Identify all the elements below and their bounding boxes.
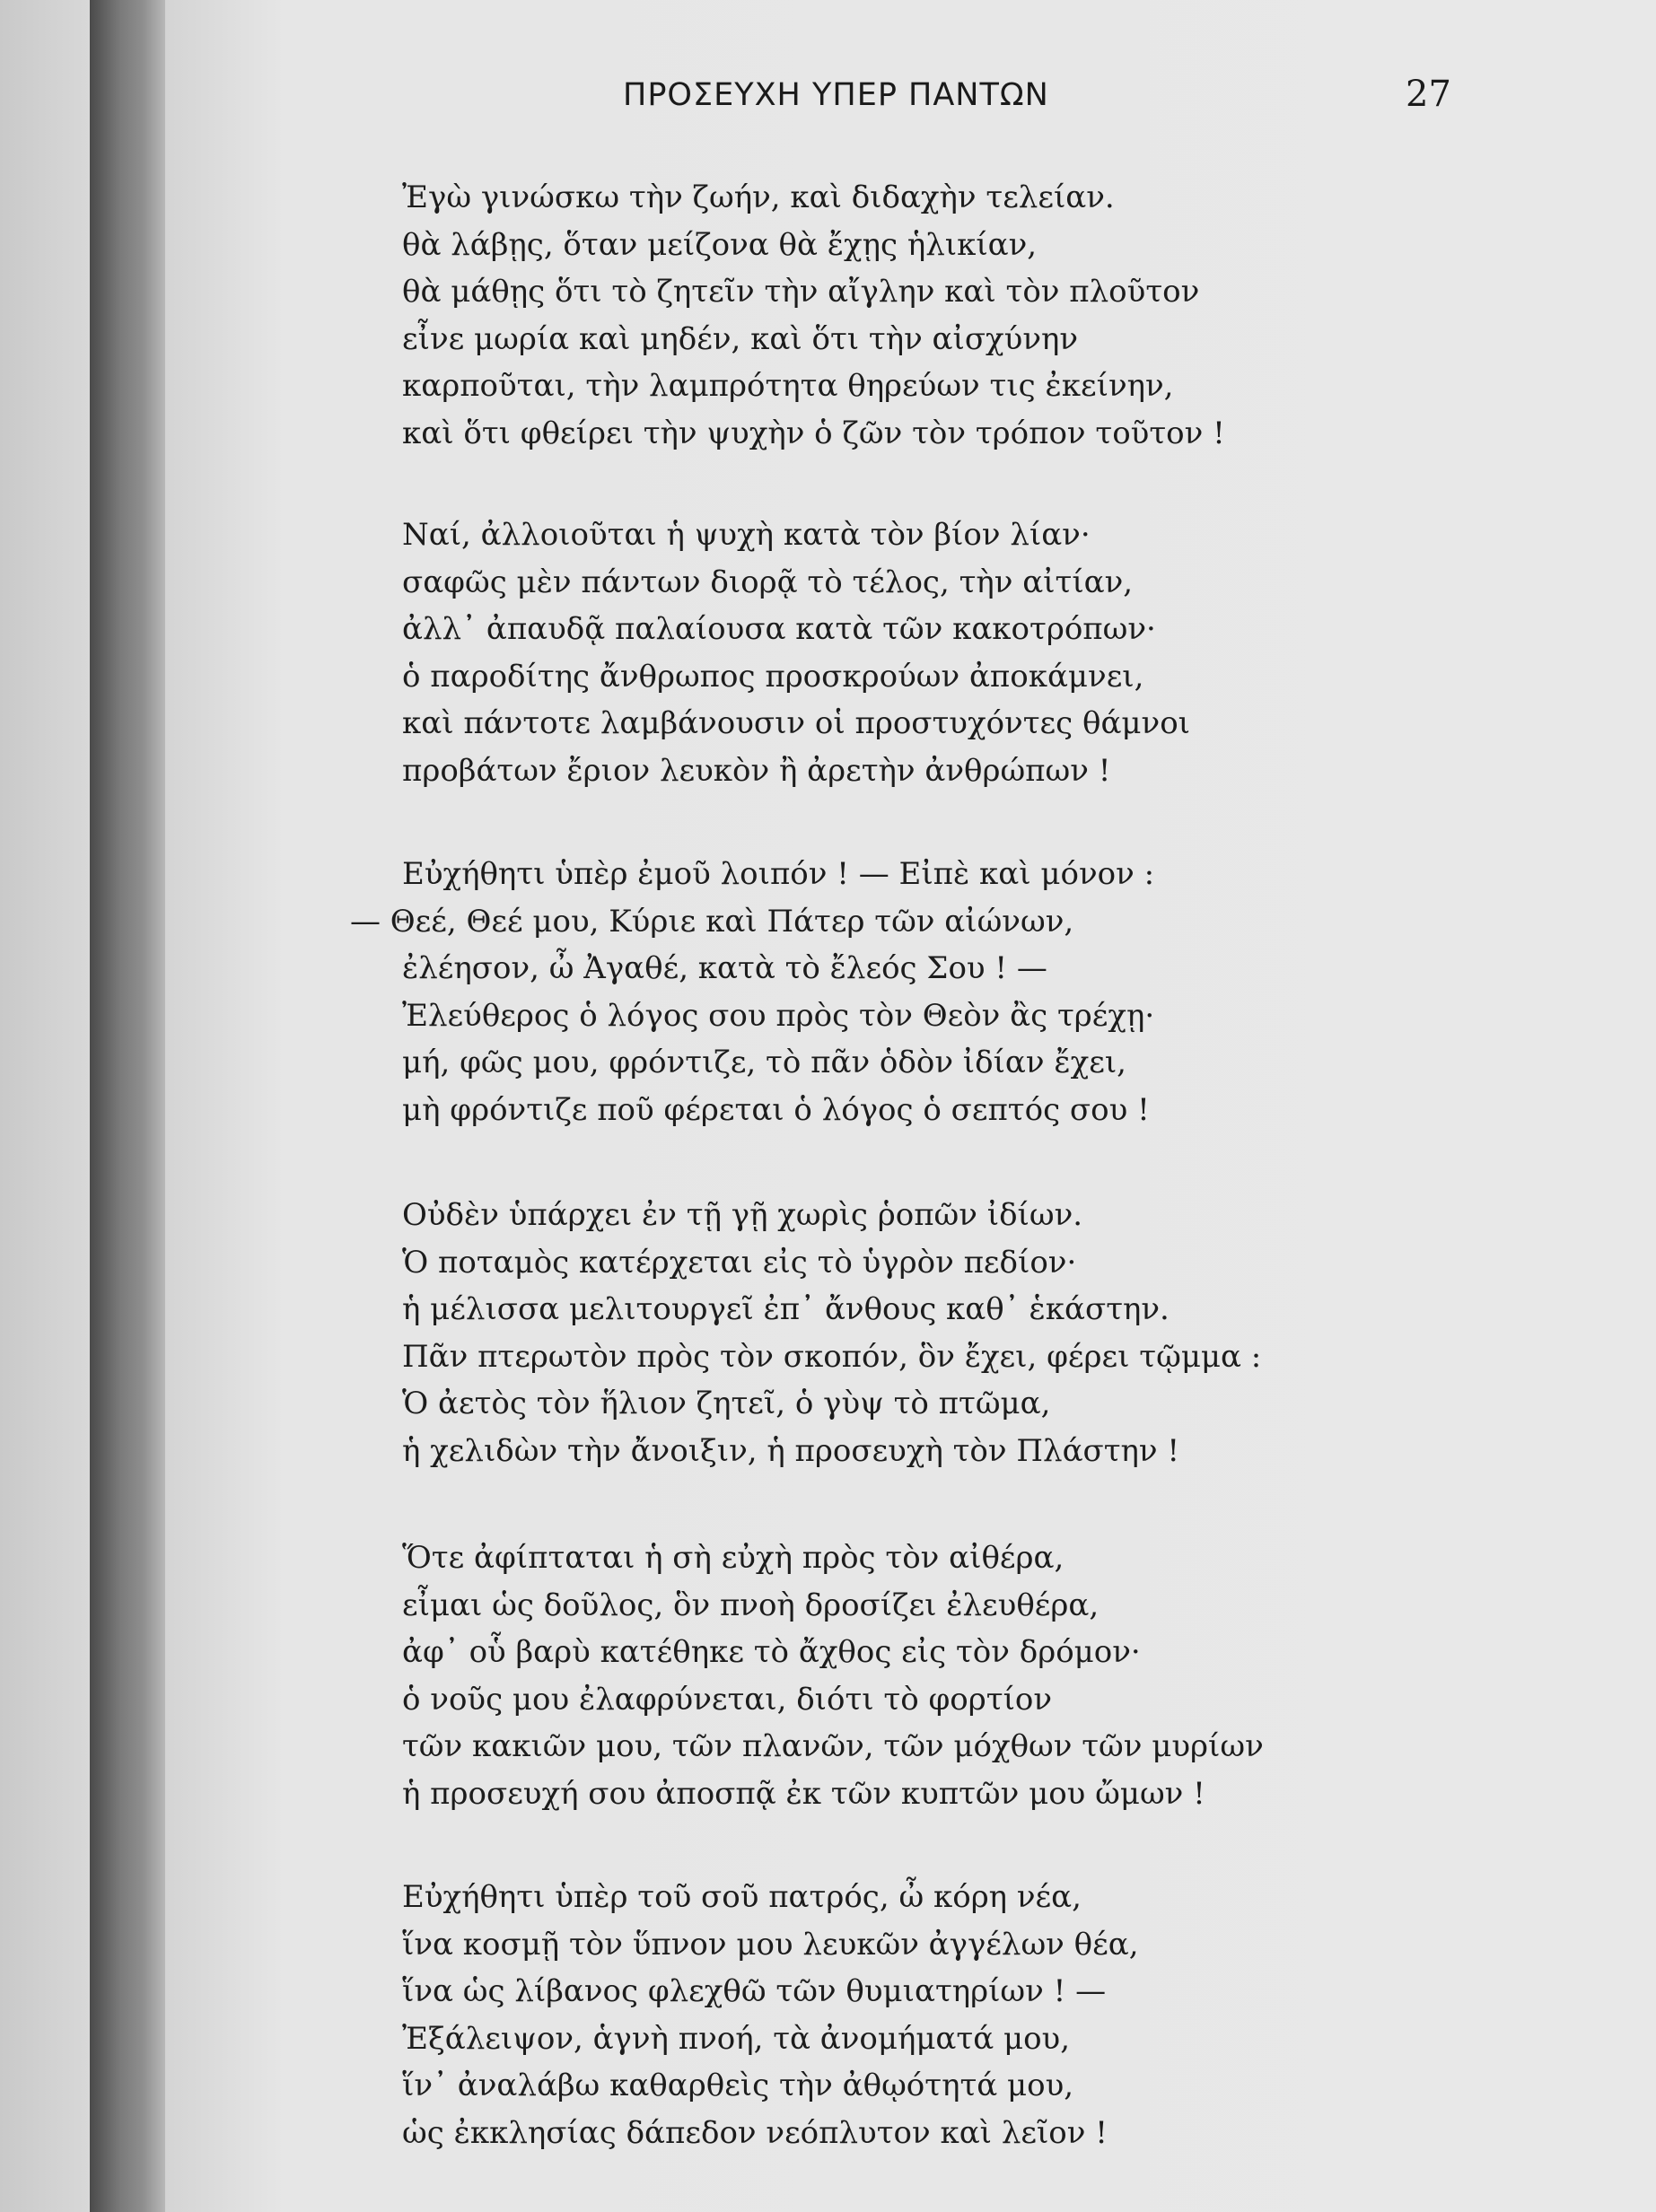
stanza-6 xyxy=(402,1874,1139,2156)
verse-line: καὶ ὅτι φθείρει τὴν ψυχὴν ὁ ζῶν τὸν τρόπον τοῦτον ! xyxy=(402,415,1225,451)
verse-line: καὶ πάντοτε λαμβάνουσιν οἱ προστυχόντες θάμνοι xyxy=(402,705,1190,741)
running-header-title: ΠΡΟΣΕΥΧΗ ΥΠΕΡ ΠΑΝΤΩΝ xyxy=(623,77,1049,113)
verse-line: ἵνα ὡς λίβανος φλεχθῶ τῶν θυμιατηρίων ! — xyxy=(402,1973,1107,2009)
verse-line: ἡ προσευχή σου ἀποσπᾷ ἐκ τῶν κυπτῶν μου ὤμων ! xyxy=(402,1775,1205,1812)
verse-line: — Θεέ, Θεέ μου, Κύριε καὶ Πάτερ τῶν αἰώνων, xyxy=(350,903,1074,940)
verse-line: μὴ φρόντιζε ποῦ φέρεται ὁ λόγος ὁ σεπτός σου ! xyxy=(402,1091,1150,1128)
verse-line: Εὐχήθητι ὑπὲρ ἐμοῦ λοιπόν ! — Εἰπὲ καὶ μόνον : xyxy=(402,856,1155,892)
verse-line: Οὐδὲν ὑπάρχει ἐν τῇ γῇ χωρὶς ῥοπῶν ἰδίων. xyxy=(402,1197,1083,1233)
verse-line: Ὁ ἀετὸς τὸν ἥλιον ζητεῖ, ὁ γὺψ τὸ πτῶμα, xyxy=(402,1386,1051,1421)
stanza-3 xyxy=(350,851,1155,1133)
verse-line: Εὐχήθητι ὑπὲρ τοῦ σοῦ πατρός, ὦ κόρη νέα, xyxy=(402,1879,1082,1915)
verse-line: εἶμαι ὡς δοῦλος, ὃν πνοὴ δροσίζει ἐλευθέρα, xyxy=(402,1587,1100,1623)
verse-line: μή, φῶς μου, φρόντιζε, τὸ πᾶν ὁδὸν ἰδίαν ἔχει, xyxy=(402,1045,1126,1080)
verse-line: ἐλέησον, ὦ Ἀγαθέ, κατὰ τὸ ἔλεός Σου ! — xyxy=(402,950,1047,986)
book-binding-shadow xyxy=(90,0,165,2212)
stanza-5 xyxy=(402,1534,1264,1817)
verse-line: Ἐγὼ γινώσκω τὴν ζωήν, καὶ διδαχὴν τελείαν. xyxy=(402,179,1115,215)
verse-line: Ὁ ποταμὸς κατέρχεται εἰς τὸ ὑγρὸν πεδίον· xyxy=(402,1244,1077,1281)
verse-line: Ἐλεύθερος ὁ λόγος σου πρὸς τὸν Θεὸν ἂς τρέχῃ· xyxy=(402,997,1155,1034)
verse-line: Ναί, ἀλλοιοῦται ἡ ψυχὴ κατὰ τὸν βίον λίαν· xyxy=(402,517,1091,553)
verse-line: Ὅτε ἀφίπταται ἡ σὴ εὐχὴ πρὸς τὸν αἰθέρα, xyxy=(402,1540,1065,1576)
verse-line: θὰ μάθῃς ὅτι τὸ ζητεῖν τὴν αἴγλην καὶ τὸν πλοῦτον xyxy=(402,274,1200,310)
verse-line: Πᾶν πτερωτὸν πρὸς τὸν σκοπόν, ὃν ἔχει, φέρει τῷμμα : xyxy=(402,1338,1262,1375)
verse-line: θὰ λάβῃς, ὅταν μείζονα θὰ ἔχῃς ἡλικίαν, xyxy=(402,226,1038,263)
verse-line: ἵν᾽ ἀναλάβω καθαρθεὶς τὴν ἀθῳότητά μου, xyxy=(402,2068,1074,2103)
verse-line: ἡ χελιδὼν τὴν ἄνοιξιν, ἡ προσευχὴ τὸν Πλάστην ! xyxy=(402,1432,1180,1469)
verse-line: τῶν κακιῶν μου, τῶν πλανῶν, τῶν μόχθων τῶν μυρίων xyxy=(402,1728,1264,1764)
verse-line: ἡ μέλισσα μελιτουργεῖ ἐπ᾽ ἄνθους καθ᾽ ἑκάστην. xyxy=(402,1291,1170,1327)
verse-line: ἵνα κοσμῇ τὸν ὕπνον μου λευκῶν ἀγγέλων θέα, xyxy=(402,1926,1139,1963)
verse-line: εἶνε μωρία καὶ μηδέν, καὶ ὅτι τὴν αἰσχύνην xyxy=(402,320,1079,357)
verse-line: Ἐξάλειψον, ἁγνὴ πνοή, τὰ ἀνομήματά μου, xyxy=(402,2020,1071,2057)
verse-line: ὁ παροδίτης ἄνθρωπος προσκρούων ἀποκάμνει, xyxy=(402,658,1144,695)
stanza-1 xyxy=(402,174,1225,457)
verse-line: ὡς ἐκκλησίας δάπεδον νεόπλυτον καὶ λεῖον ! xyxy=(402,2114,1108,2151)
verse-line: ἀλλ᾽ ἀπαυδᾷ παλαίουσα κατὰ τῶν κακοτρόπων· xyxy=(402,611,1156,647)
page-number: 27 xyxy=(1406,74,1451,115)
verse-line: ἀφ᾽ οὗ βαρὺ κατέθηκε τὸ ἄχθος εἰς τὸν δρόμον· xyxy=(402,1634,1141,1670)
scan-gutter xyxy=(0,0,90,2212)
stanza-2 xyxy=(402,511,1190,794)
stanza-4 xyxy=(402,1192,1261,1474)
verse-line: προβάτων ἔριον λευκὸν ἢ ἀρετὴν ἀνθρώπων ! xyxy=(402,752,1111,789)
verse-line: καρποῦται, τὴν λαμπρότητα θηρεύων τις ἐκείνην, xyxy=(402,368,1174,404)
verse-line: σαφῶς μὲν πάντων διορᾷ τὸ τέλος, τὴν αἰτίαν, xyxy=(402,564,1134,600)
verse-line: ὁ νοῦς μου ἐλαφρύνεται, διότι τὸ φορτίον xyxy=(402,1681,1053,1718)
